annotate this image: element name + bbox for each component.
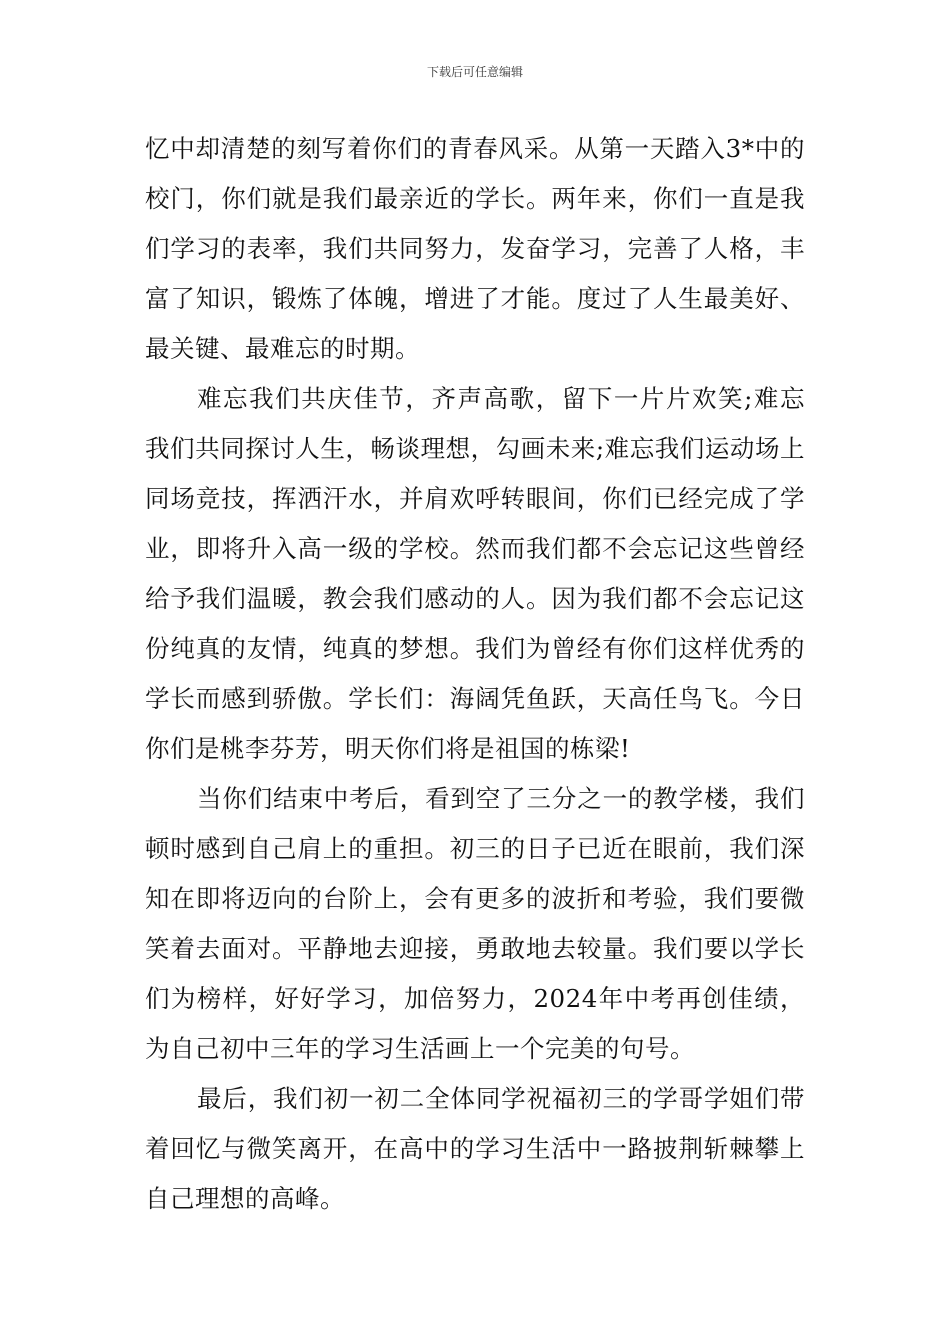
paragraph-4: 最后，我们初一初二全体同学祝福初三的学哥学姐们带着回忆与微笑离开，在高中的学习生活中一路披荆斩棘攀上自己理想的高峰。 (145, 1084, 805, 1213)
header-note: 下载后可任意编辑 (426, 65, 523, 79)
document-body (145, 124, 805, 1224)
paragraph-1: 忆中却清楚的刻写着你们的青春风采。从第一天踏入3*中的校门，你们就是我们最亲近的学长。两年来，你们一直是我们学习的表率，我们共同努力，发奋学习，完善了人格，丰富了知识，锻炼了体魄，增进了才能。度过了人生最美好、最关键、最难忘的时期。 (145, 134, 805, 363)
paragraph-3: 当你们结束中考后，看到空了三分之一的教学楼，我们顿时感到自己肩上的重担。初三的日子已近在眼前，我们深知在即将迈向的台阶上，会有更多的波折和考验，我们要微笑着去面对。平静地去迎接，勇敢地去较量。我们要以学长们为榜样，好好学习，加倍努力，2024年中考再创佳绩，为自己初中三年的学习生活画上一个完美的句号。 (145, 784, 805, 1063)
paragraph-2: 难忘我们共庆佳节，齐声高歌，留下一片片欢笑;难忘我们共同探讨人生，畅谈理想，勾画未来;难忘我们运动场上同场竞技，挥洒汗水，并肩欢呼转眼间，你们已经完成了学业，即将升入高一级的学校。然而我们都不会忘记这些曾经给予我们温暖，教会我们感动的人。因为我们都不会忘记这份纯真的友情，纯真的梦想。我们为曾经有你们这样优秀的学长而感到骄傲。学长们：海阔凭鱼跃，天高任鸟飞。今日你们是桃李芬芳，明天你们将是祖国的栋梁! (145, 384, 805, 763)
